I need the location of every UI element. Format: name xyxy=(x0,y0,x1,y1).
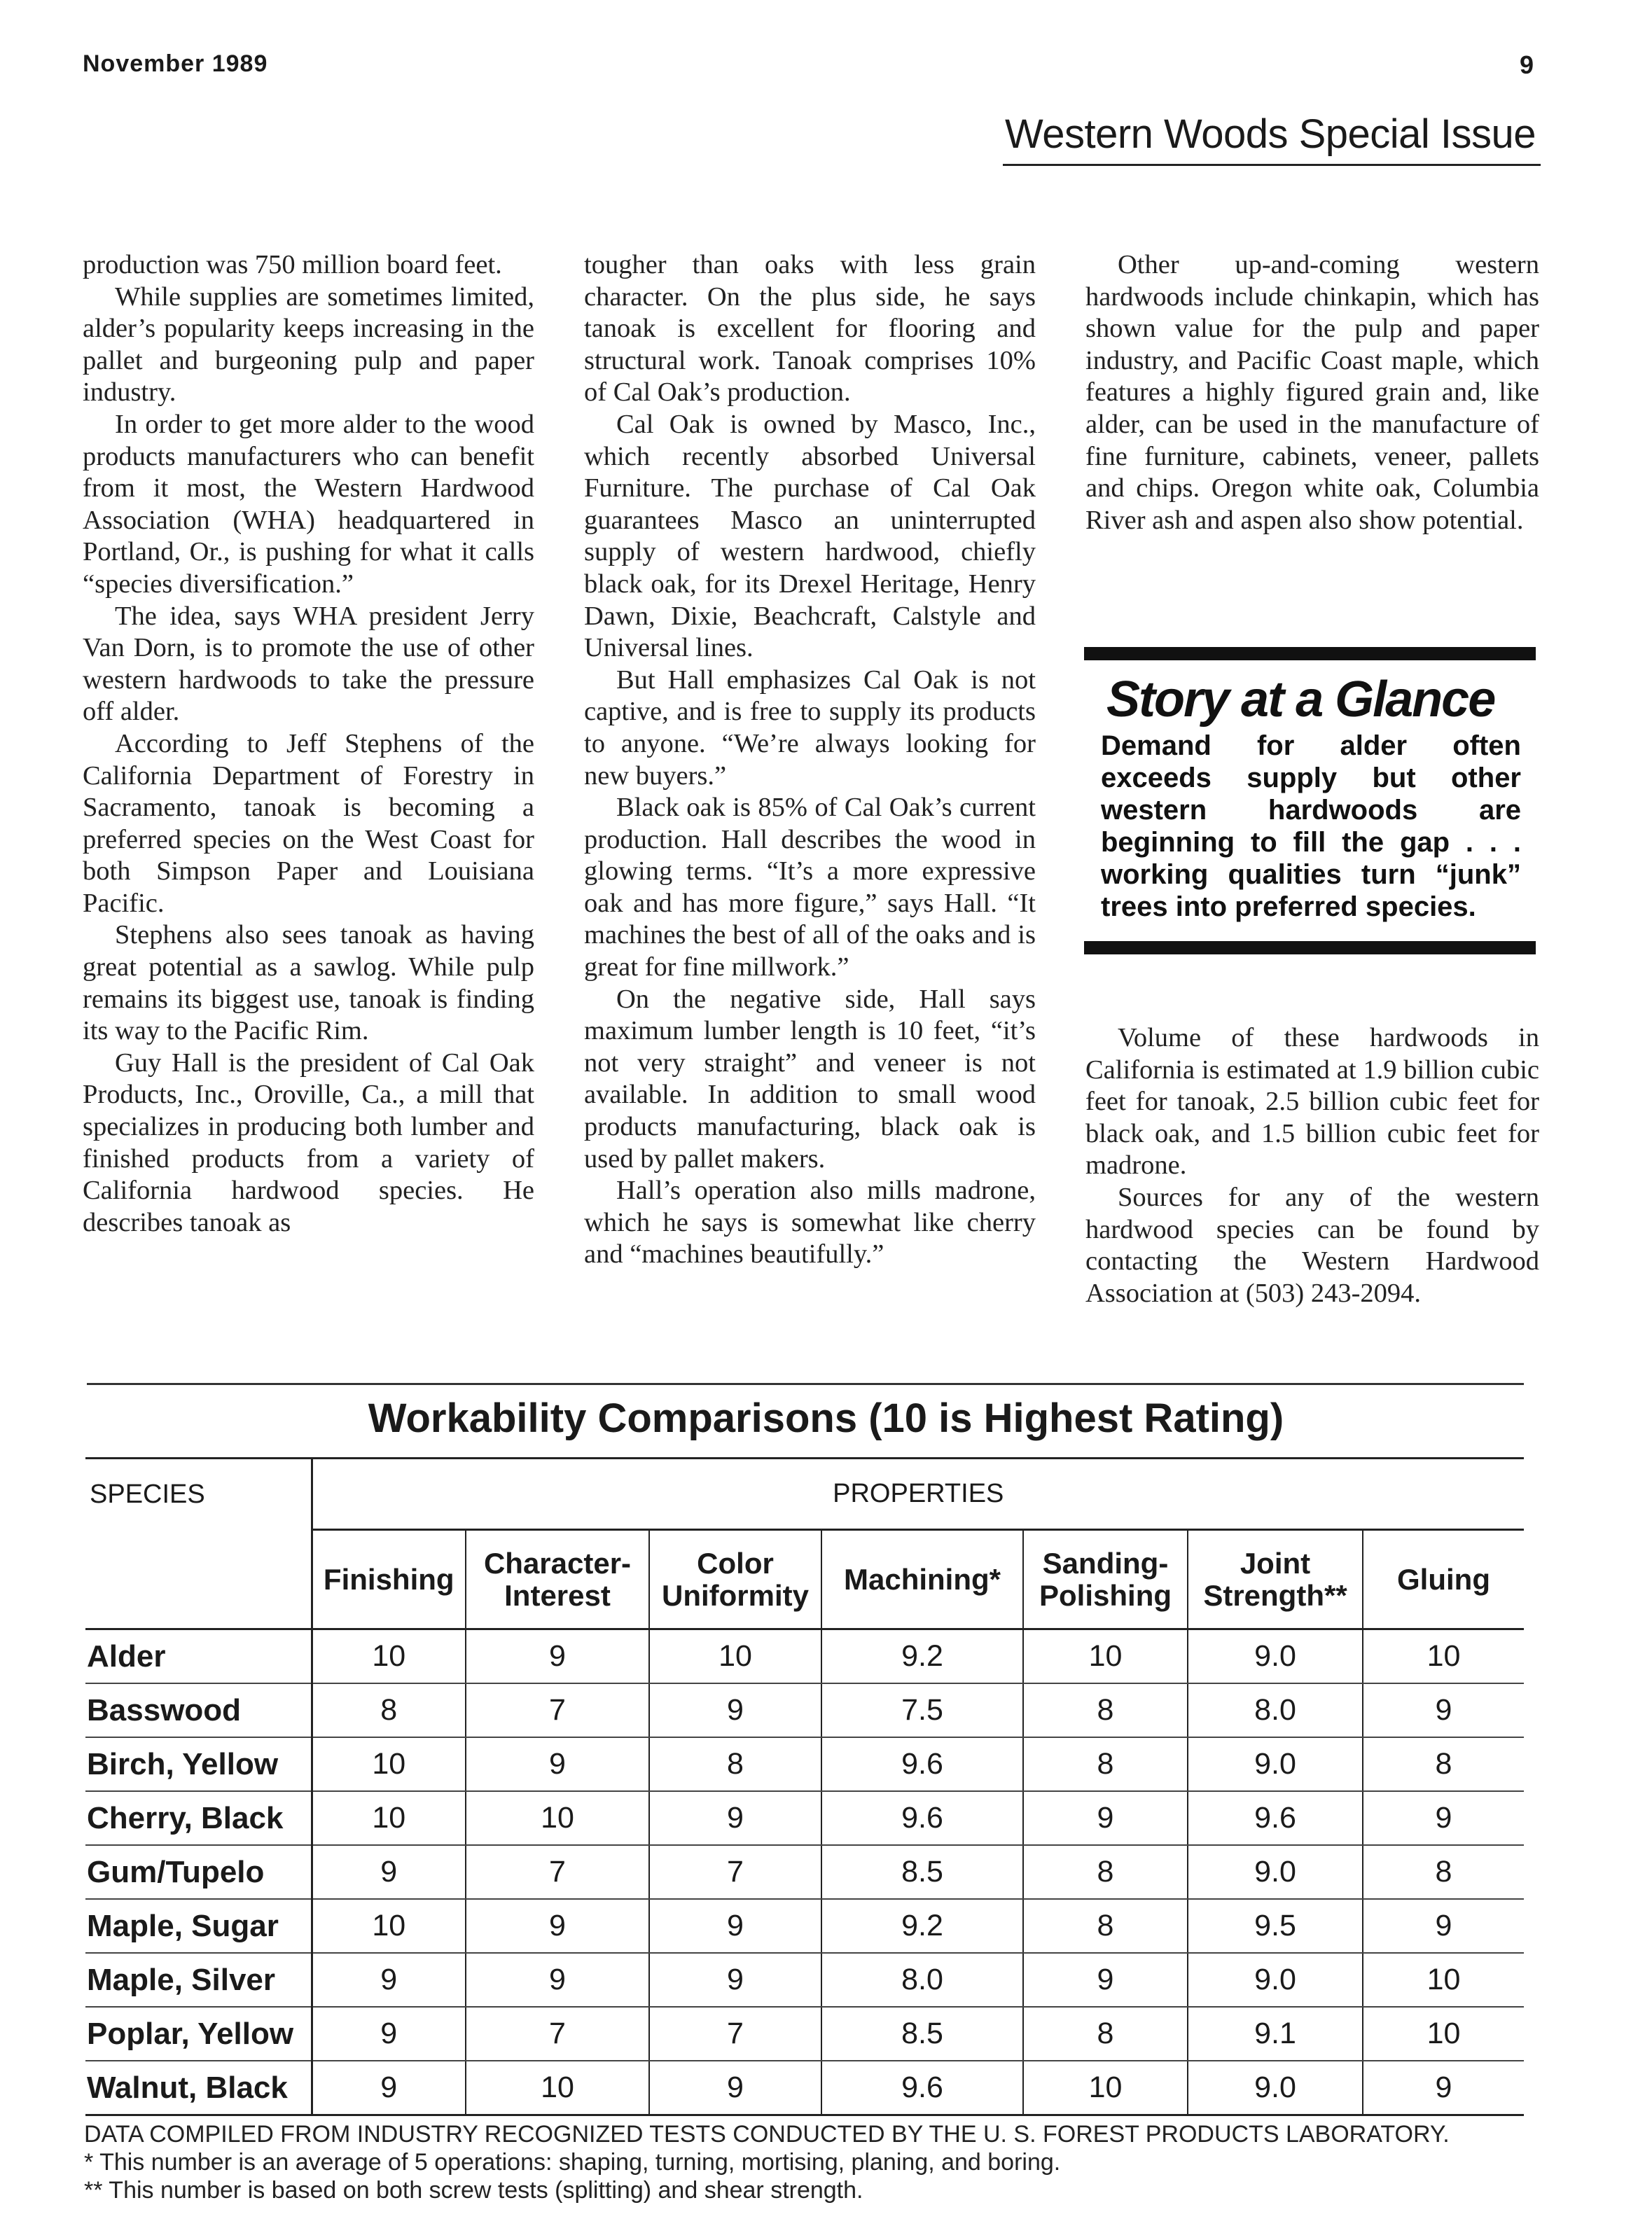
rating-cell: 9 xyxy=(466,1737,649,1791)
species-name: Walnut, Black xyxy=(85,2061,312,2115)
paragraph: The idea, says WHA president Jerry Van Dorn, is to promote the use of other western hardwoods to take the pressure off alder. xyxy=(83,601,534,727)
rating-cell: 8 xyxy=(1023,1899,1188,1953)
rating-cell: 9 xyxy=(1023,1953,1188,2007)
rating-cell: 9 xyxy=(466,1953,649,2007)
rating-cell: 9.0 xyxy=(1188,1737,1363,1791)
rating-cell: 9 xyxy=(1363,1899,1524,1953)
col-header-joint-strength: Joint Strength** xyxy=(1188,1530,1363,1629)
rating-cell: 10 xyxy=(312,1899,466,1953)
paragraph: According to Jeff Stephens of the California Department of Forestry in Sacramento, tanoak is becoming a preferred species on the West Coast for both Simpson Paper and Louisiana Pacific. xyxy=(83,728,534,918)
glance-title: Story at a Glance xyxy=(1106,672,1495,728)
rating-cell: 7 xyxy=(649,1845,821,1899)
rating-cell: 9 xyxy=(649,1953,821,2007)
rating-cell: 9 xyxy=(649,2061,821,2115)
species-name: Gum/Tupelo xyxy=(85,1845,312,1899)
rating-cell: 9 xyxy=(466,1629,649,1684)
rating-cell: 9.1 xyxy=(1188,2007,1363,2061)
paragraph: Hall’s operation also mills madrone, which he says is somewhat like cherry and “machines beautifully.” xyxy=(584,1176,1036,1269)
species-label: SPECIES xyxy=(85,1459,312,1530)
rating-cell: 9.6 xyxy=(821,2061,1023,2115)
table-row xyxy=(85,1629,1524,1684)
glance-top-bar xyxy=(1084,647,1536,660)
rating-cell: 9 xyxy=(312,1845,466,1899)
table-row xyxy=(85,1737,1524,1791)
species-name: Birch, Yellow xyxy=(85,1737,312,1791)
paragraph: On the negative side, Hall says maximum lumber length is 10 feet, “it’s not very straight” and veneer is not available. In addition to small wood products manufacturing, black oak is used by pallet makers. xyxy=(584,984,1036,1174)
rating-cell: 9 xyxy=(1363,1791,1524,1845)
species-name: Maple, Silver xyxy=(85,1953,312,2007)
rating-cell: 8 xyxy=(649,1737,821,1791)
paragraph: Stephens also sees tanoak as having great potential as a sawlog. While pulp remains its biggest use, tanoak is finding its way to the Pacific Rim. xyxy=(83,920,534,1046)
rating-cell: 10 xyxy=(1363,2007,1524,2061)
col-header-finishing: Finishing xyxy=(312,1530,466,1629)
rating-cell: 9 xyxy=(649,1899,821,1953)
rating-cell: 9 xyxy=(649,1791,821,1845)
rating-cell: 9 xyxy=(312,2007,466,2061)
species-name: Basswood xyxy=(85,1683,312,1737)
rating-cell: 10 xyxy=(312,1629,466,1684)
rating-cell: 7 xyxy=(466,2007,649,2061)
rating-cell: 7 xyxy=(649,2007,821,2061)
rating-cell: 7.5 xyxy=(821,1683,1023,1737)
rating-cell: 9.2 xyxy=(821,1899,1023,1953)
rating-cell: 9 xyxy=(649,1683,821,1737)
footnote-machining: * This number is an average of 5 operations: shaping, turning, mortising, planing, and boring. xyxy=(84,2149,1061,2176)
rating-cell: 9 xyxy=(1363,1683,1524,1737)
rating-cell: 8 xyxy=(1363,1845,1524,1899)
rating-cell: 9.0 xyxy=(1188,1953,1363,2007)
rating-cell: 8.5 xyxy=(821,1845,1023,1899)
rating-cell: 8 xyxy=(1023,1683,1188,1737)
rating-cell: 8.5 xyxy=(821,2007,1023,2061)
rating-cell: 10 xyxy=(1363,1629,1524,1684)
rating-cell: 8 xyxy=(1023,2007,1188,2061)
article-column-3-top xyxy=(1085,249,1539,536)
rating-cell: 8 xyxy=(312,1683,466,1737)
rating-cell: 8 xyxy=(1363,1737,1524,1791)
paragraph: Cal Oak is owned by Masco, Inc., which recently absorbed Universal Furniture. The purchase of Cal Oak guarantees Masco an uninterrupted supply of western hardwood, chiefly black oak, for its Drexel Heritage, Henry Dawn, Dixie, Beachcraft, Calstyle and Universal lines. xyxy=(584,409,1036,663)
rating-cell: 9 xyxy=(1363,2061,1524,2115)
rating-cell: 9.6 xyxy=(821,1737,1023,1791)
article-column-3-bottom xyxy=(1085,1022,1539,1309)
rating-cell: 9.0 xyxy=(1188,2061,1363,2115)
glance-summary: Demand for alder often exceeds supply but other western hardwoods are beginning to fill the gap . . . working qualities turn “junk” trees into preferred species. xyxy=(1101,730,1521,922)
col-header-color-uniformity: Color Uniformity xyxy=(649,1530,821,1629)
rating-cell: 8.0 xyxy=(1188,1683,1363,1737)
rating-cell: 10 xyxy=(649,1629,821,1684)
footnote-joint-strength: ** This number is based on both screw tests (splitting) and shear strength. xyxy=(84,2177,863,2204)
table-row xyxy=(85,1899,1524,1953)
species-name: Maple, Sugar xyxy=(85,1899,312,1953)
rating-cell: 7 xyxy=(466,1845,649,1899)
article-column-1 xyxy=(83,249,534,1239)
paragraph: production was 750 million board feet. xyxy=(83,250,502,279)
rating-cell: 10 xyxy=(466,2061,649,2115)
species-name: Alder xyxy=(85,1629,312,1684)
species-name: Cherry, Black xyxy=(85,1791,312,1845)
table-row xyxy=(85,1791,1524,1845)
paragraph: But Hall emphasizes Cal Oak is not captive, and is free to supply its products to anyone. “We’re always looking for new buyers.” xyxy=(584,665,1036,791)
rating-cell: 9 xyxy=(312,2061,466,2115)
page-number: 9 xyxy=(1520,50,1534,79)
paragraph: In order to get more alder to the wood products manufacturers who can benefit from it most, the Western Hardwood Association (WHA) headquartered in Portland, Or., is pushing for what it calls “species diversification.” xyxy=(83,409,534,599)
rating-cell: 10 xyxy=(1363,1953,1524,2007)
rating-cell: 10 xyxy=(1023,2061,1188,2115)
species-name: Poplar, Yellow xyxy=(85,2007,312,2061)
paragraph: Black oak is 85% of Cal Oak’s current production. Hall describes the wood in glowing terms. “It’s a more expressive oak and has more figure,” says Hall. “It machines the best of all of the oaks and is great for fine millwork.” xyxy=(584,793,1036,982)
rating-cell: 9 xyxy=(312,1953,466,2007)
table-row xyxy=(85,2061,1524,2115)
table-row xyxy=(85,1953,1524,2007)
paragraph: tougher than oaks with less grain character. On the plus side, he says tanoak is excellent for flooring and structural work. Tanoak comprises 10% of Cal Oak’s production. xyxy=(584,250,1036,408)
section-title: Western Woods Special Issue xyxy=(1005,111,1536,157)
rating-cell: 9.0 xyxy=(1188,1845,1363,1899)
table-footnotes xyxy=(84,2120,1450,2204)
rating-cell: 10 xyxy=(312,1791,466,1845)
table-row xyxy=(85,2007,1524,2061)
col-header-gluing: Gluing xyxy=(1363,1530,1524,1629)
footnote-source: DATA COMPILED FROM INDUSTRY RECOGNIZED TESTS CONDUCTED BY THE U. S. FOREST PRODUCTS LABORATORY. xyxy=(84,2121,1450,2148)
rating-cell: 8 xyxy=(1023,1737,1188,1791)
paragraph: While supplies are sometimes limited, alder’s popularity keeps increasing in the pallet and burgeoning pulp and paper industry. xyxy=(83,281,534,408)
rating-cell: 9.6 xyxy=(821,1791,1023,1845)
col-header-sanding-polishing: Sanding-Polishing xyxy=(1023,1530,1188,1629)
table-title: Workability Comparisons (10 is Highest Rating) xyxy=(368,1396,1284,1441)
paragraph: Sources for any of the western hardwood species can be found by contacting the Western Hardwood Association at (503) 243-2094. xyxy=(1085,1182,1539,1308)
rating-cell: 8 xyxy=(1023,1845,1188,1899)
paragraph: Other up-and-coming western hardwoods include chinkapin, which has shown value for the pulp and paper industry, and Pacific Coast maple, which features a highly figured grain and, like alder, can be used in the manufacture of fine furniture, cabinets, veneer, pallets and chips. Oregon white oak, Columbia River ash and aspen also show potential. xyxy=(1085,250,1539,535)
rating-cell: 9.6 xyxy=(1188,1791,1363,1845)
glance-bottom-bar xyxy=(1084,941,1536,954)
rating-cell: 10 xyxy=(312,1737,466,1791)
rating-cell: 7 xyxy=(466,1683,649,1737)
article-column-2 xyxy=(584,249,1036,1271)
table-top-rule xyxy=(87,1383,1524,1385)
issue-date: November 1989 xyxy=(83,50,268,77)
header-blank xyxy=(85,1530,312,1629)
paragraph: Guy Hall is the president of Cal Oak Products, Inc., Oroville, Ca., a mill that specializes in producing both lumber and finished products from a variety of California hardwood species. He describes tanoak as xyxy=(83,1048,534,1237)
rating-cell: 9.5 xyxy=(1188,1899,1363,1953)
col-header-character-interest: Character-Interest xyxy=(466,1530,649,1629)
rating-cell: 9.2 xyxy=(821,1629,1023,1684)
workability-table xyxy=(85,1457,1524,2116)
rating-cell: 9.0 xyxy=(1188,1629,1363,1684)
properties-label: PROPERTIES xyxy=(312,1459,1524,1530)
rating-cell: 10 xyxy=(466,1791,649,1845)
rating-cell: 9 xyxy=(1023,1791,1188,1845)
section-rule xyxy=(1003,164,1541,166)
rating-cell: 8.0 xyxy=(821,1953,1023,2007)
table-row xyxy=(85,1845,1524,1899)
rating-cell: 9 xyxy=(466,1899,649,1953)
rating-cell: 10 xyxy=(1023,1629,1188,1684)
table-row xyxy=(85,1683,1524,1737)
paragraph: Volume of these hardwoods in California is estimated at 1.9 billion cubic feet for tanoak, 2.5 billion cubic feet for black oak, and 1.5 billion cubic feet for madrone. xyxy=(1085,1023,1539,1181)
col-header-machining: Machining* xyxy=(821,1530,1023,1629)
